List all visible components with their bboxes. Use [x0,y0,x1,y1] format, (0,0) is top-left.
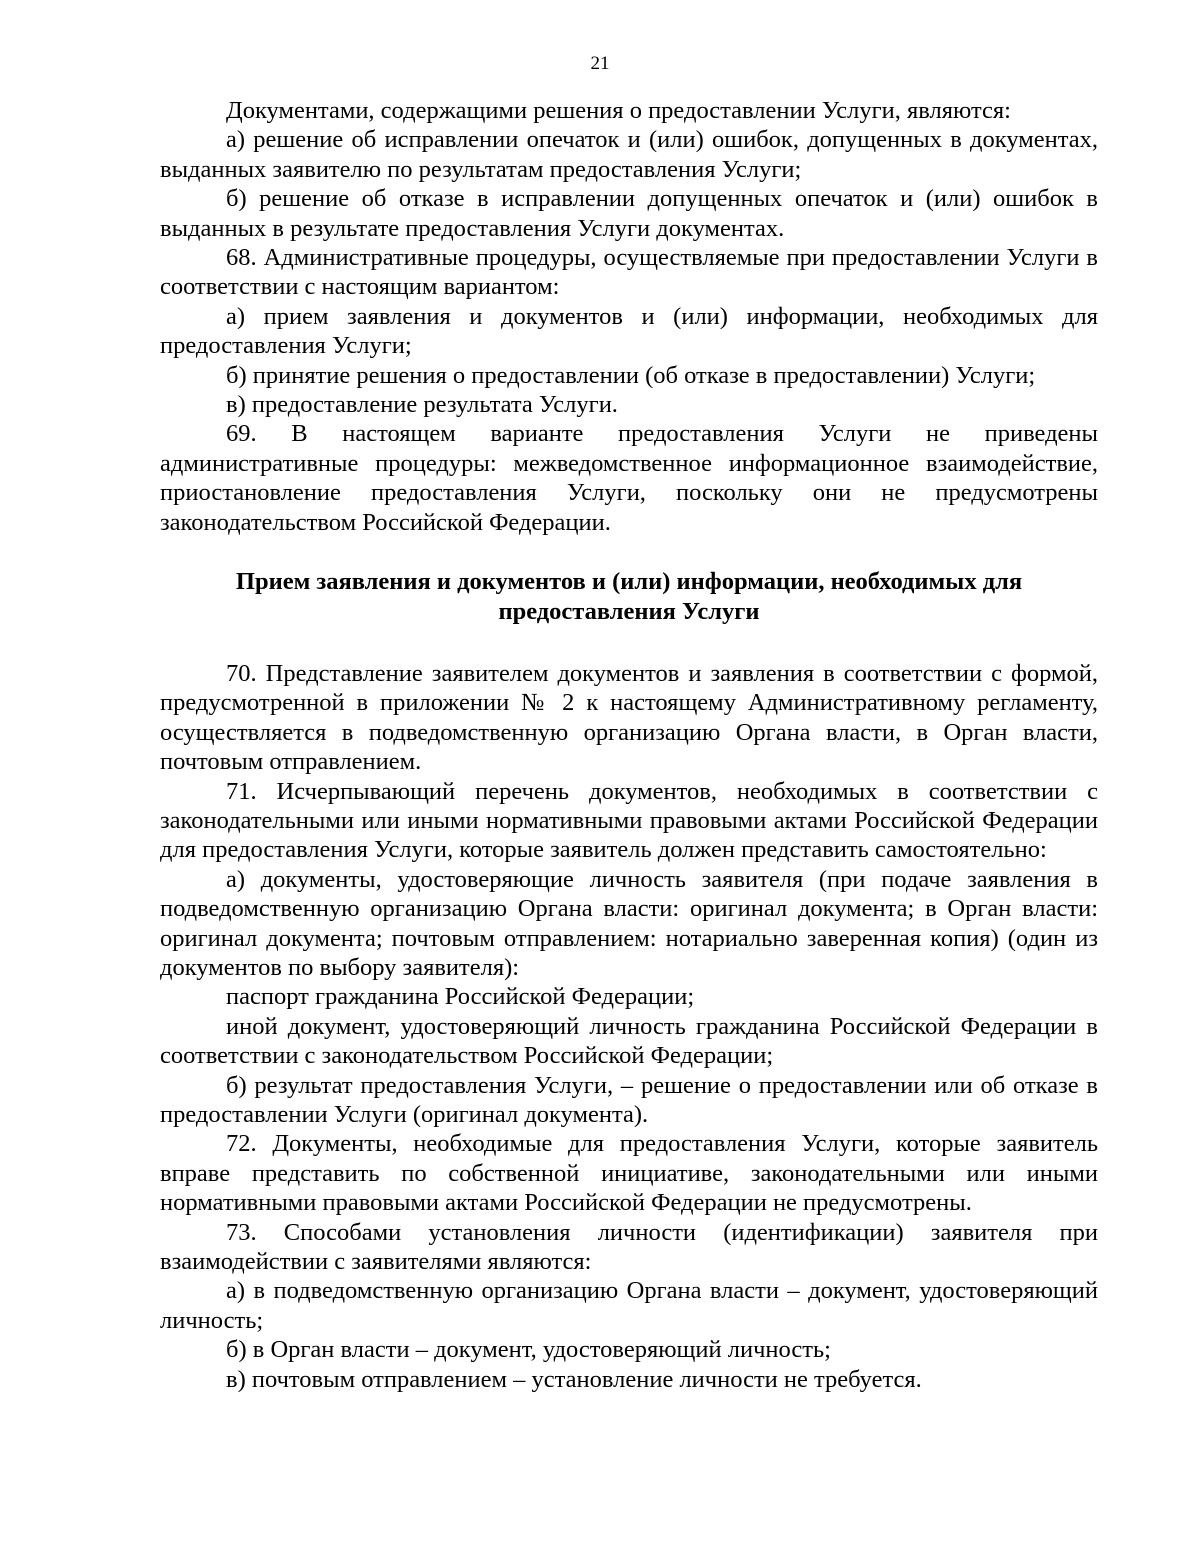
paragraph-68-c: в) предоставление результата Услуги. [226,391,618,419]
paragraph-68: 68. Административные процедуры, осуществляемые при предоставлении Услуги в соответствии с настоящим вариантом: [160,244,1098,301]
paragraph-73-a: а) в подведомственную организацию Органа власти – документ, удостоверяющий личность; [160,1277,1098,1334]
paragraph-68-b: б) принятие решения о предоставлении (об отказе в предоставлении) Услуги; [226,361,1036,389]
paragraph-item-b-refusal: б) решение об отказе в исправлении допущенных опечаток и (или) ошибок в выданных в результате предоставления Услуги документах. [160,185,1098,242]
paragraph-71-other-document: иной документ, удостоверяющий личность гражданина Российской Федерации в соответствии с законодательством Российской Федерации; [160,1012,1098,1070]
paragraph-71: 71. Исчерпывающий перечень документов, необходимых в соответствии с законодательными или иными нормативными правовыми актами Российской Федерации для предоставления Услуги, которые заявитель должен представить самостоятельно: [160,777,1098,864]
paragraph-69: 69. В настоящем варианте предоставления Услуги не приведены административные процедуры: межведомственное информационное взаимодействие, приостановление предоставления Услуги, поскольку они не предусмотрены законодательством Российской Федерации. [160,420,1098,536]
section-heading: Прием заявления и документов и (или) информации, необходимых для предоставления Услуги [235,568,1023,625]
paragraph-71-passport: паспорт гражданина Российской Федерации; [226,983,695,1011]
paragraph-73-b: б) в Орган власти – документ, удостоверяющий личность; [226,1336,831,1364]
paragraph-73: 73. Способами установления личности (идентификации) заявителя при взаимодействии с заявителями являются: [160,1218,1098,1276]
paragraph-73-c: в) почтовым отправлением – установление личности не требуется. [226,1365,922,1393]
paragraph-72: 72. Документы, необходимые для предоставления Услуги, которые заявитель вправе представить по собственной инициативе, законодательными или иными нормативными правовыми актами Российской Федерации не предусмотрены. [160,1130,1098,1217]
paragraph-71-b: б) результат предоставления Услуги, – решение о предоставлении или об отказе в предоставлении Услуги (оригинал документа). [160,1071,1098,1128]
paragraph-70: 70. Представление заявителем документов и заявления в соответствии с формой, предусмотренной в приложении № 2 к настоящему Административному регламенту, осуществляется в подведомственную организацию Органа власти, в Орган власти, почтовым отправлением. [160,659,1098,776]
paragraph-documents-intro: Документами, содержащими решения о предоставлении Услуги, являются: [226,97,1011,124]
document-body [160,96,1098,1394]
paragraph-71-a: а) документы, удостоверяющие личность заявителя (при подаче заявления в подведомственную организацию Органа власти: оригинал документа; в Орган власти: оригинал документа; почтовым отправлением: нотариально заверенная копия) (один из документов по выбору заявителя): [160,865,1098,981]
paragraph-68-a: а) прием заявления и документов и (или) информации, необходимых для предоставления Услуги; [160,302,1098,360]
page-number: 21 [590,53,610,74]
paragraph-item-a-correction: а) решение об исправлении опечаток и (или) ошибок, допущенных в документах, выданных заявителю по результатам предоставления Услуги; [160,126,1098,183]
